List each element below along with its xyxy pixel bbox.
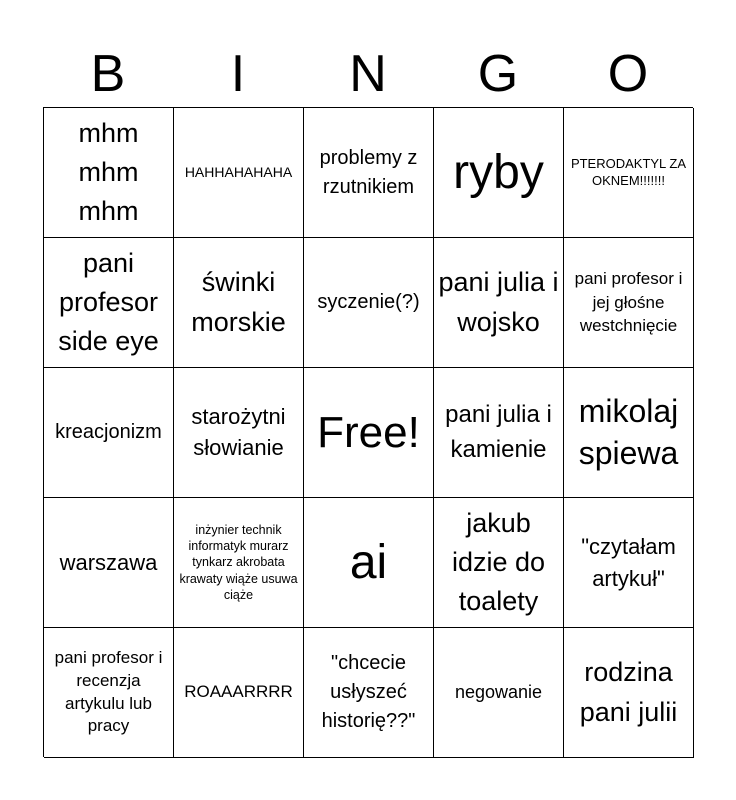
bingo-cell-r5c5[interactable]: rodzina pani julii (564, 628, 694, 758)
bingo-cell-r1c3[interactable]: problemy z rzutnikiem (304, 108, 434, 238)
bingo-cell-r1c2[interactable]: HAHHAHAHAHA (174, 108, 304, 238)
header-letter-g: G (477, 45, 519, 103)
header-letter-i: I (230, 45, 246, 103)
bingo-cell-r3c5[interactable]: mikolaj spiewa (564, 368, 694, 498)
bingo-cell-r3c2[interactable]: starożytni słowianie (174, 368, 304, 498)
bingo-cell-r2c4[interactable]: pani julia i wojsko (434, 238, 564, 368)
bingo-cell-r5c3[interactable]: "chcecie usłyszeć historię??" (304, 628, 434, 758)
bingo-cell-free[interactable]: Free! (304, 368, 434, 498)
bingo-cell-r2c2[interactable]: świnki morskie (174, 238, 304, 368)
bingo-cell-r4c2[interactable]: inżynier technik informatyk murarz tynkarz akrobata krawaty wiąże usuwa ciąże (174, 498, 304, 628)
bingo-cell-r1c5[interactable]: PTERODAKTYL ZA OKNEM!!!!!!! (564, 108, 694, 238)
header-letter-o: O (607, 45, 649, 103)
bingo-cell-r2c5[interactable]: pani profesor i jej głośne westchnięcie (564, 238, 694, 368)
bingo-cell-r5c2[interactable]: ROAAARRRR (174, 628, 304, 758)
bingo-cell-r3c4[interactable]: pani julia i kamienie (434, 368, 564, 498)
bingo-cell-r4c5[interactable]: "czytałam artykuł" (564, 498, 694, 628)
bingo-cell-r5c4[interactable]: negowanie (434, 628, 564, 758)
bingo-cell-r4c3[interactable]: ai (304, 498, 434, 628)
bingo-cell-r2c3[interactable]: syczenie(?) (304, 238, 434, 368)
bingo-cell-r5c1[interactable]: pani profesor i recenzja artykulu lub pracy (44, 628, 174, 758)
bingo-cell-r1c4[interactable]: ryby (434, 108, 564, 238)
bingo-header (43, 42, 693, 106)
bingo-cell-r3c1[interactable]: kreacjonizm (44, 368, 174, 498)
bingo-grid (43, 107, 693, 757)
bingo-cell-r1c1[interactable]: mhm mhm mhm (44, 108, 174, 238)
header-letter-n: N (349, 45, 387, 103)
header-letter-b: B (90, 45, 126, 103)
bingo-cell-r4c1[interactable]: warszawa (44, 498, 174, 628)
bingo-cell-r4c4[interactable]: jakub idzie do toalety (434, 498, 564, 628)
bingo-cell-r2c1[interactable]: pani profesor side eye (44, 238, 174, 368)
